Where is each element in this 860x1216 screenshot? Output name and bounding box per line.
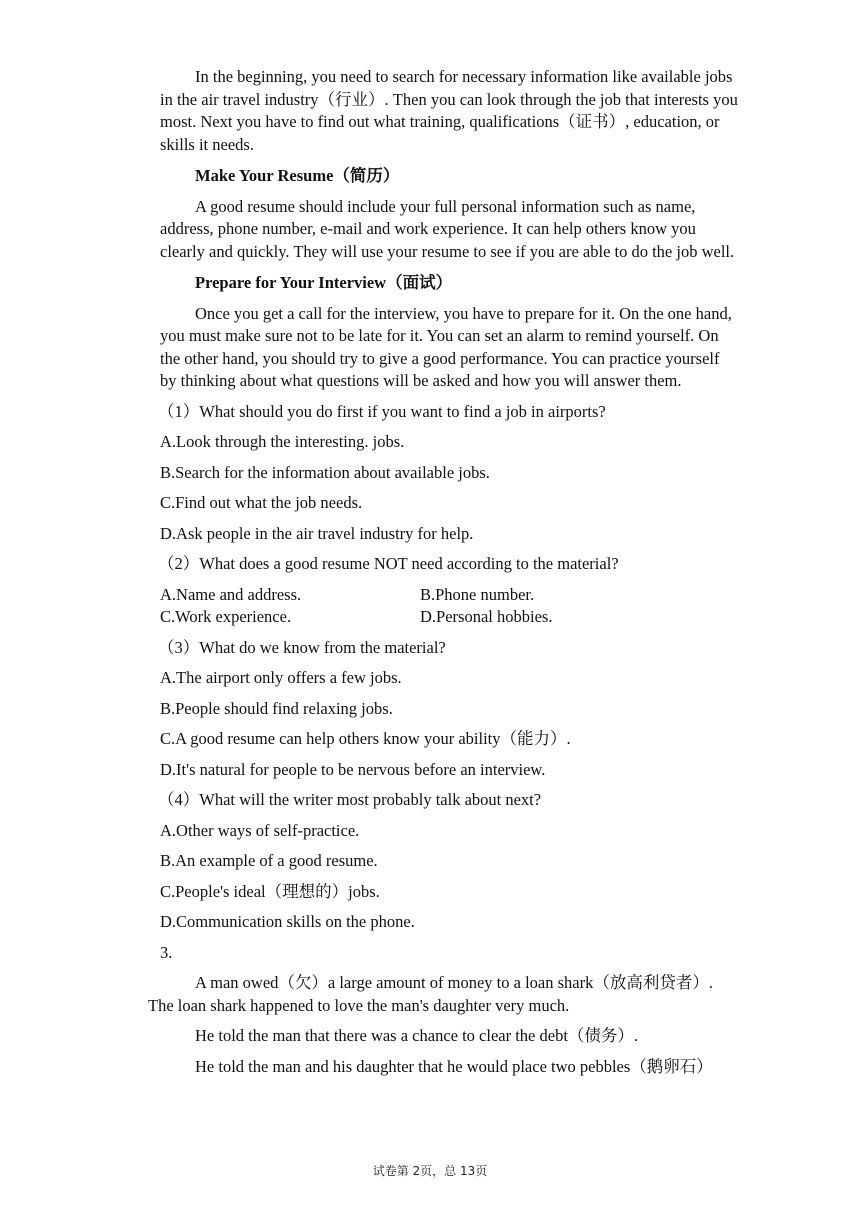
question-1-option-c: C.Find out what the job needs. (160, 493, 363, 512)
interview-heading: Prepare for Your Interview（面试） (195, 273, 453, 292)
passage-3-number: 3. (160, 942, 173, 962)
question-1-option-b: B.Search for the information about available jobs. (160, 462, 490, 482)
passage-3-paragraph-3: He told the man and his daughter that he would place two pebbles（鹅卵石） (195, 1056, 713, 1076)
question-4-option-a: A.Other ways of self-practice. (160, 820, 360, 840)
resume-paragraph: A good resume should include your full personal information such as name, address, phone number, e-mail and work experience. It can help others know you clearly and quickly. They will use your resume to see if you are able to do the job well. (160, 196, 735, 261)
question-4-option-c: C.People's ideal（理想的）jobs. (160, 881, 380, 901)
passage-3 (148, 972, 740, 1078)
question-1-stem: （1）What should you do first if you want to find a job in airports? (158, 401, 606, 421)
question-1-option-a: A.Look through the interesting. jobs. (160, 432, 405, 451)
page-footer: 试卷第 2页，总 13页 (372, 1164, 488, 1178)
question-3-option-d: D.It's natural for people to be nervous before an interview. (160, 759, 546, 779)
question-4-stem: （4）What will the writer most probably talk about next? (158, 790, 542, 809)
question-4-option-d: D.Communication skills on the phone. (160, 912, 415, 931)
question-2-stem: （2）What does a good resume NOT need according to the material? (158, 554, 619, 573)
intro-paragraph: In the beginning, you need to search for necessary information like available jobs in the air travel industry（行业）. Then you can look through the job that interests you most. Next you have to find out what training, qualifications（证书）, education, or skills it needs. (160, 67, 738, 154)
question-2-option-d: D.Personal hobbies. (420, 607, 553, 626)
interview-paragraph: Once you get a call for the interview, you have to prepare for it. On the one hand, you must make sure not to be late for it. You can set an alarm to remind yourself. On the other hand, you should try to give a good performance. You can practice yourself by thinking about what questions will be asked and how you will answer them. (160, 303, 732, 390)
question-3-option-c: C.A good resume can help others know your ability（能力）. (160, 729, 571, 748)
question-2-options (160, 584, 740, 629)
question-1-option-d: D.Ask people in the air travel industry for help. (160, 523, 474, 543)
question-4-option-b: B.An example of a good resume. (160, 851, 378, 870)
passage-3-paragraph-1: A man owed（欠）a large amount of money to a loan shark（放高利贷者）. The loan shark happened to love the man's daughter very much. (148, 973, 713, 1015)
question-3-option-b: B.People should find relaxing jobs. (160, 698, 393, 718)
question-2-option-b: B.Phone number. (420, 584, 535, 604)
question-3-stem: （3）What do we know from the material? (158, 637, 446, 657)
question-2-option-a: A.Name and address. (160, 584, 302, 604)
document-page (148, 66, 740, 1078)
resume-heading: Make Your Resume（简历） (195, 166, 400, 185)
passage-3-paragraph-2: He told the man that there was a chance to clear the debt（债务）. (195, 1026, 639, 1045)
question-3-option-a: A.The airport only offers a few jobs. (160, 668, 402, 687)
question-2-option-c: C.Work experience. (160, 607, 292, 626)
